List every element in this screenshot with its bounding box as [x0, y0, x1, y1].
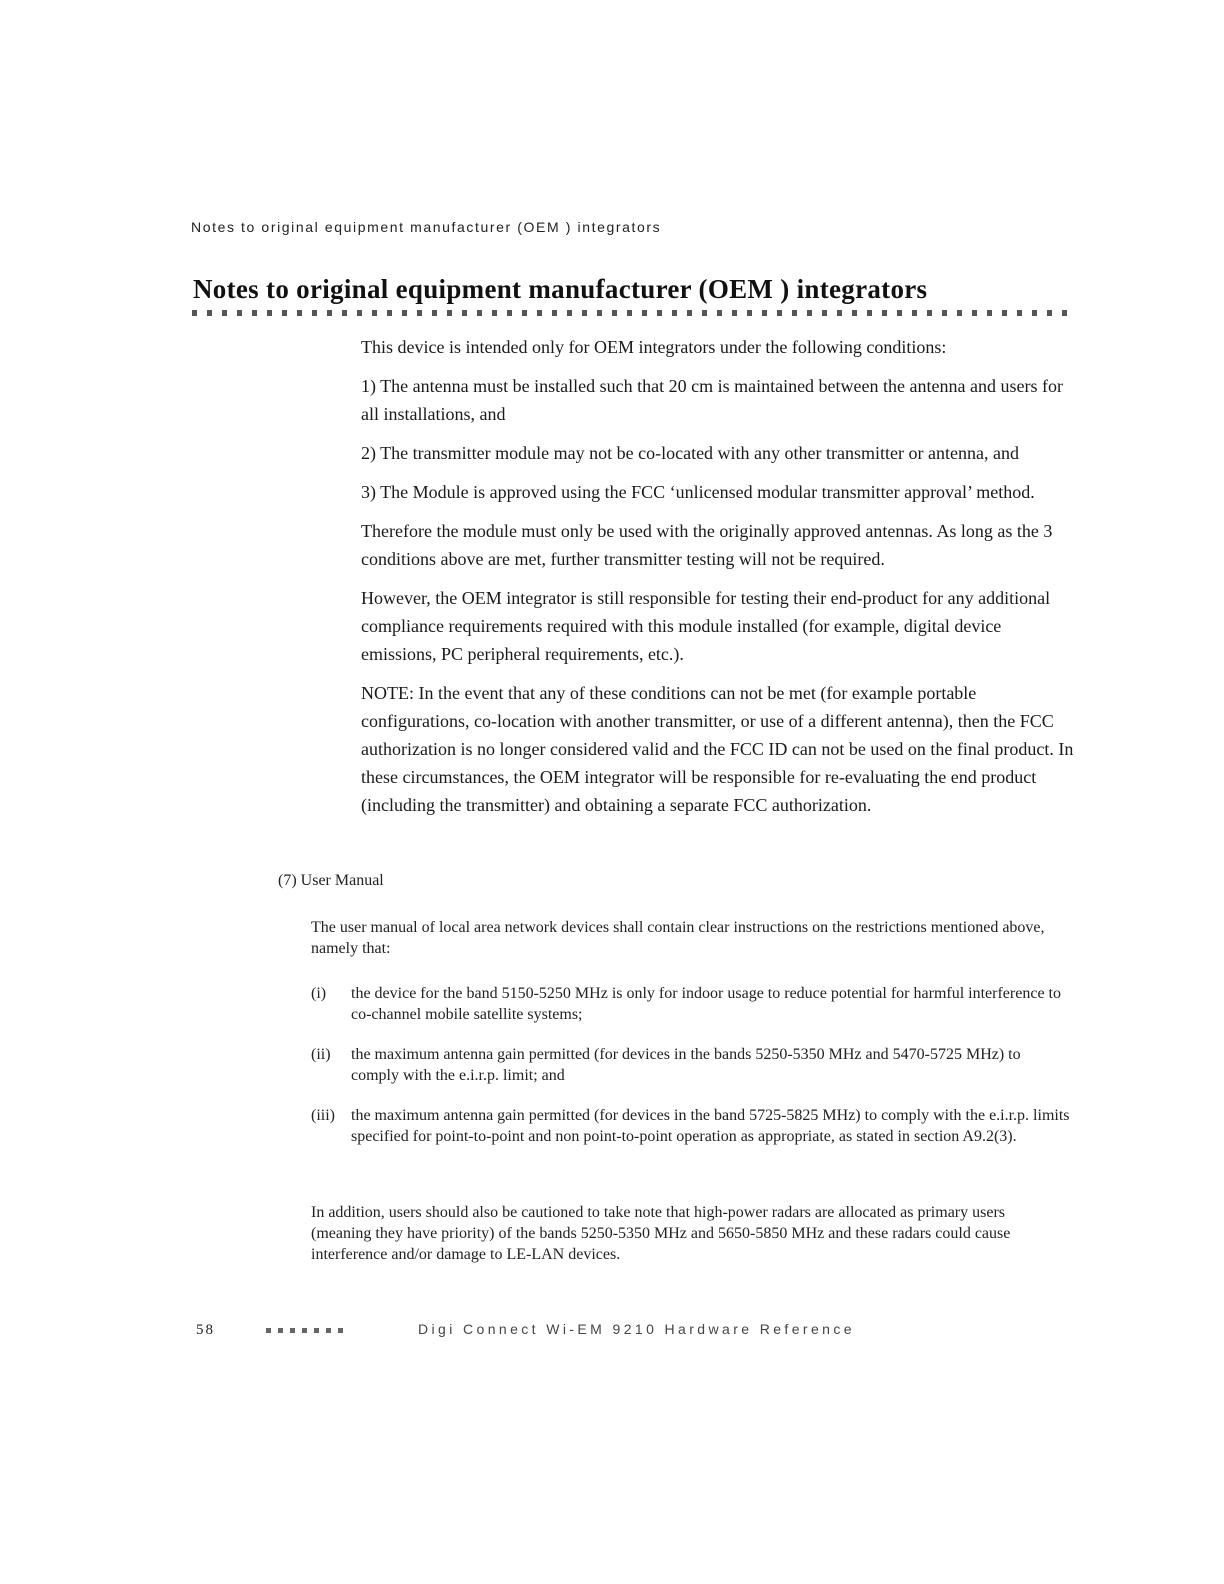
- notes-paragraph: 1) The antenna must be installed such that 20 cm is maintained between the antenna and users for all installations, and: [361, 376, 1063, 424]
- list-item-text: the device for the band 5150-5250 MHz is only for indoor usage to reduce potential for harmful interference to co-channel mobile satellite systems;: [351, 985, 1061, 1023]
- list-item-text: the maximum antenna gain permitted (for devices in the bands 5250-5350 MHz and 5470-5725 MHz) to comply with the e.i.r.p. limit; and: [351, 1046, 1021, 1084]
- list-marker: (iii): [311, 1107, 335, 1124]
- user-manual-restrictions-list: [311, 983, 1071, 1166]
- notes-paragraph: Therefore the module must only be used with the originally approved antennas. As long as the 3 conditions above are met, further transmitter testing will not be required.: [361, 521, 1053, 569]
- footer-document-title: Digi Connect Wi-EM 9210 Hardware Reference: [418, 1321, 855, 1337]
- page-number: 58: [196, 1322, 215, 1338]
- notes-paragraph: This device is intended only for OEM integrators under the following conditions:: [361, 337, 947, 357]
- list-item: [311, 983, 1071, 1025]
- title-divider: [192, 310, 1072, 316]
- notes-paragraph: 2) The transmitter module may not be co-located with any other transmitter or antenna, and: [361, 443, 1019, 463]
- list-item-text: the maximum antenna gain permitted (for devices in the band 5725-5825 MHz) to comply with the e.i.r.p. limits specified for point-to-point and non point-to-point operation as appropriate, as stated in section A9.2(3).: [351, 1107, 1070, 1145]
- user-manual-addition: In addition, users should also be cautioned to take note that high-power radars are allocated as primary users (meaning they have priority) of the bands 5250-5350 MHz and 5650-5850 MHz and these radars could cause interference and/or damage to LE-LAN devices.: [311, 1204, 1011, 1263]
- list-marker: (ii): [311, 1046, 331, 1063]
- list-item: [311, 1105, 1071, 1147]
- list-marker: (i): [311, 985, 327, 1002]
- notes-paragraph: However, the OEM integrator is still responsible for testing their end-product for any additional compliance requirements required with this module installed (for example, digital device emissions, PC peripheral requirements, etc.).: [361, 588, 1051, 664]
- user-manual-intro: The user manual of local area network devices shall contain clear instructions on the restrictions mentioned above, namely that:: [311, 919, 1045, 957]
- notes-paragraph: 3) The Module is approved using the FCC ‘unlicensed modular transmitter approval’ method.: [361, 482, 1035, 502]
- notes-paragraph: NOTE: In the event that any of these conditions can not be met (for example portable configurations, co-location with another transmitter, or use of a different antenna), then the FCC authorization is no longer considered valid and the FCC ID can not be used on the final product. In these circumstances, the OEM integrator will be responsible for re-evaluating the end product (including the transmitter) and obtaining a separate FCC authorization.: [361, 683, 1074, 815]
- running-header: Notes to original equipment manufacturer (OEM ) integrators: [191, 219, 662, 235]
- list-item: [311, 1044, 1071, 1086]
- oem-notes-block: [361, 333, 1081, 830]
- section-title: Notes to original equipment manufacturer (OEM ) integrators: [193, 274, 928, 304]
- footer-divider: [266, 1328, 350, 1333]
- user-manual-heading: (7) User Manual: [278, 872, 384, 889]
